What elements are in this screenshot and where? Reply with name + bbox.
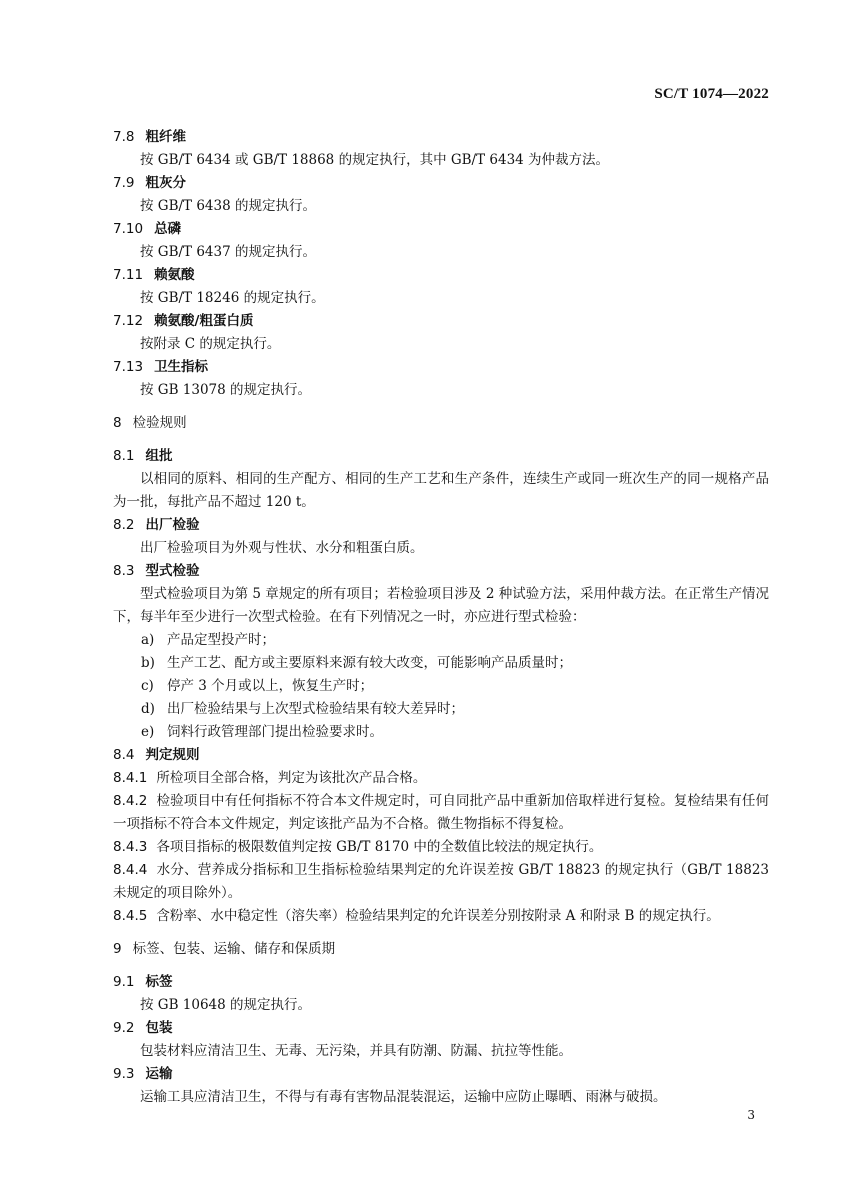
clause-text: 水分、营养成分指标和卫生指标检验结果判定的允许误差按 GB/T 18823 的规定执行（GB/T 18823 未规定的项目除外）。 [113,862,769,901]
section-title: 粗纤维 [145,129,186,145]
section-title: 赖氨酸 [154,267,195,283]
paragraph: 按 GB/T 6438 的规定执行。 [140,198,316,214]
clause-text: 所检项目全部合格，判定为该批次产品合格。 [156,770,427,786]
section-number: 8.3 [113,563,135,579]
list-marker: e) [141,724,155,740]
paragraph: 按 GB/T 18246 的规定执行。 [140,290,325,306]
section-heading [113,1017,769,1040]
chapter-number: 8 [113,415,122,431]
chapter-title: 检验规则 [132,415,187,431]
list-item-text: 饲料行政管理部门提出检验要求时。 [167,724,383,740]
clause-number: 8.4.5 [113,908,148,924]
section-title: 赖氨酸/粗蛋白质 [154,313,254,329]
clause-paragraph [113,836,769,859]
section-heading [113,560,769,583]
section-title: 运输 [145,1066,173,1082]
paragraph: 运输工具应清洁卫生，不得与有毒有害物品混装混运，运输中应防止曝晒、雨淋与破损。 [140,1089,667,1105]
chapter-number: 9 [113,941,122,957]
section-title: 判定规则 [145,747,200,763]
section-number: 9.3 [113,1066,135,1082]
clause-text: 含粉率、水中稳定性（溶失率）检验结果判定的允许误差分别按附录 A 和附录 B 的规定执行。 [156,908,720,924]
section-number: 8.4 [113,747,135,763]
document-body [113,126,769,1109]
list-item-text: 产品定型投产时； [167,632,275,648]
list-item-text: 停产 3 个月或以上，恢复生产时； [167,678,374,694]
section-heading [113,218,769,241]
page-number: 3 [747,1108,755,1122]
list-item-text: 出厂检验结果与上次型式检验结果有较大差异时； [167,701,464,717]
section-number: 8.2 [113,517,135,533]
section-number: 9.1 [113,974,135,990]
section-number: 7.10 [113,221,144,237]
paragraph: 按 GB/T 6434 或 GB/T 18868 的规定执行，其中 GB/T 6434 为仲裁方法。 [140,152,610,168]
section-heading [113,126,769,149]
section-number: 7.8 [113,129,135,145]
clause-number: 8.4.4 [113,862,148,878]
clause-number: 8.4.2 [113,793,148,809]
section-number: 7.9 [113,175,135,191]
section-number: 7.11 [113,267,144,283]
section-title: 粗灰分 [145,175,186,191]
section-heading [113,971,769,994]
clause-number: 8.4.3 [113,839,148,855]
section-heading [113,264,769,287]
list-item [113,721,769,744]
clause-number: 8.4.1 [113,770,148,786]
section-heading [113,172,769,195]
clause-paragraph [113,859,769,905]
list-item [113,675,769,698]
section-heading [113,356,769,379]
section-number: 8.1 [113,448,135,464]
section-title: 总磷 [154,221,182,237]
standard-code-header: SC/T 1074—2022 [654,86,769,102]
chapter-heading [113,412,769,435]
clause-text: 各项目指标的极限数值判定按 GB/T 8170 中的全数值比较法的规定执行。 [156,839,603,855]
paragraph: 以相同的原料、相同的生产配方、相同的生产工艺和生产条件，连续生产或同一班次生产的同一规格产品为一批，每批产品不超过 120 t。 [113,471,769,510]
section-title: 卫生指标 [154,359,209,375]
paragraph: 按 GB 10648 的规定执行。 [140,997,312,1013]
paragraph: 型式检验项目为第 5 章规定的所有项目；若检验项目涉及 2 种试验方法，采用仲裁方法。在正常生产情况下，每半年至少进行一次型式检验。在有下列情况之一时，亦应进行型式检验： [113,586,769,625]
clause-text: 检验项目中有任何指标不符合本文件规定时，可自同批产品中重新加倍取样进行复检。复检结果有任何一项指标不符合本文件规定，判定该批产品为不合格。微生物指标不得复检。 [113,793,769,832]
section-title: 包装 [145,1020,173,1036]
section-heading [113,1063,769,1086]
list-marker: b) [141,655,155,671]
list-item [113,629,769,652]
paragraph: 按 GB/T 6437 的规定执行。 [140,244,316,260]
list-marker: a) [141,632,155,648]
section-title: 标签 [145,974,173,990]
paragraph: 出厂检验项目为外观与性状、水分和粗蛋白质。 [140,540,424,556]
list-marker: c) [141,678,154,694]
section-number: 9.2 [113,1020,135,1036]
paragraph: 包装材料应清洁卫生、无毒、无污染，并具有防潮、防漏、抗拉等性能。 [140,1043,572,1059]
clause-paragraph [113,767,769,790]
section-number: 7.12 [113,313,144,329]
list-item [113,698,769,721]
section-heading [113,514,769,537]
list-marker: d) [141,701,155,717]
list-item [113,652,769,675]
section-title: 组批 [145,448,173,464]
clause-paragraph [113,790,769,836]
paragraph: 按附录 C 的规定执行。 [140,336,281,352]
list-item-text: 生产工艺、配方或主要原料来源有较大改变，可能影响产品质量时； [167,655,572,671]
paragraph: 按 GB 13078 的规定执行。 [140,382,312,398]
section-title: 型式检验 [145,563,200,579]
section-title: 出厂检验 [145,517,200,533]
section-heading [113,310,769,333]
clause-paragraph [113,905,769,928]
section-heading [113,744,769,767]
chapter-heading [113,938,769,961]
section-number: 7.13 [113,359,144,375]
chapter-title: 标签、包装、运输、储存和保质期 [132,941,336,957]
section-heading [113,445,769,468]
